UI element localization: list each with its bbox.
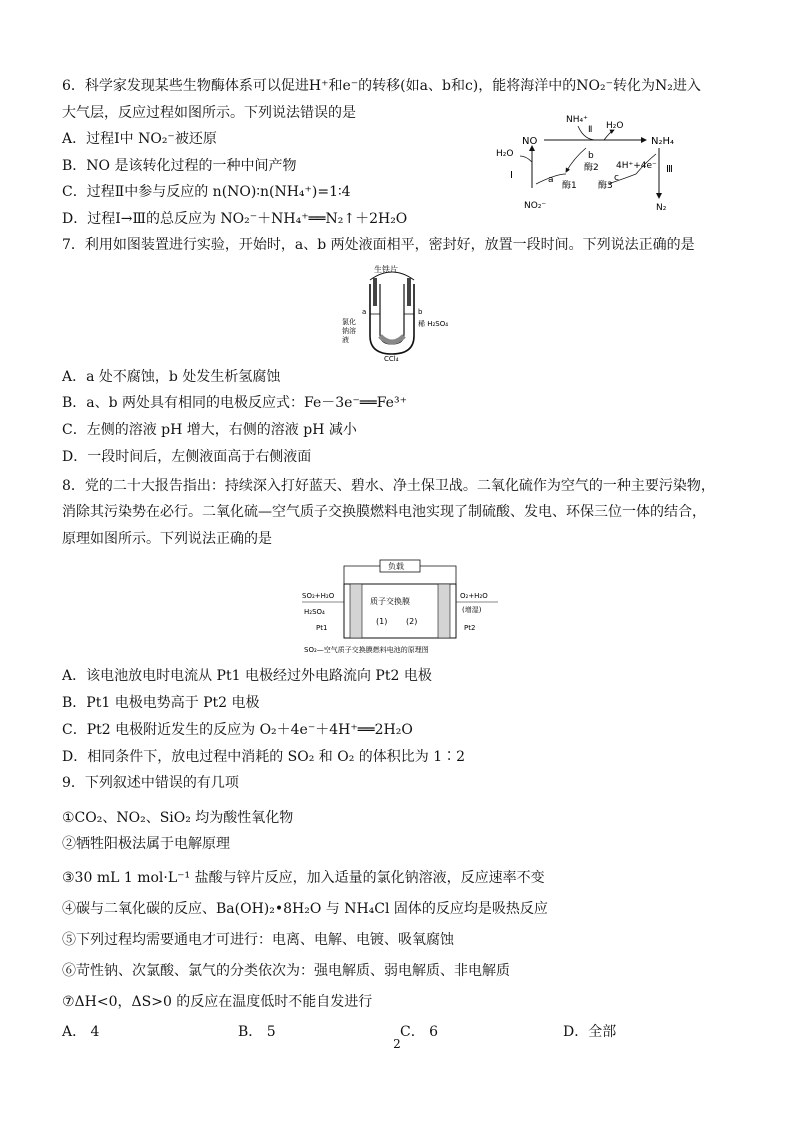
fig8-wire-left — [344, 566, 380, 584]
q7-stem: 7．利用如图装置进行实验，开始时，a、b 两处液面相平，密封好，放置一段时间。下列说法正确的是 — [62, 237, 695, 253]
fig8-part1: (1) — [376, 617, 388, 626]
page-number: 2 — [393, 1037, 401, 1051]
fig6-c: c — [614, 173, 619, 183]
q7-u-tube-diagram — [340, 262, 460, 362]
fig6-enzyme1: 酶1 — [562, 181, 577, 191]
fig8-right-note: (增湿) — [462, 606, 482, 614]
q8-stem-line1: 8．党的二十大报告指出：持续深入打好蓝天、碧水、净土保卫战。二氧化硫作为空气的一种主要污染物， — [62, 478, 715, 494]
fig6-arrow-h2o — [604, 130, 614, 140]
fig8-pt2-electrode — [438, 584, 450, 638]
fig6-b: b — [588, 151, 594, 161]
q6-stem-line1: 6．科学家发现某些生物酶体系可以促进H⁺和e⁻的转移(如a、b和c)，能将海洋中的NO₂⁻转化为N₂进入 — [62, 78, 701, 94]
fig7-iron-left — [373, 278, 377, 306]
q9-item-3: ③30 mL 1 mol·L⁻¹ 盐酸与锌片反应，加入适量的氯化钠溶液，反应速率不变 — [62, 870, 545, 886]
fig8-part2: (2) — [406, 617, 418, 626]
q6-stem-line2: 大气层，反应过程如图所示。下列说法错误的是 — [62, 105, 356, 121]
fig6-n2h4: N₂H₄ — [651, 136, 675, 147]
fig8-caption: SO₂—空气质子交换膜燃料电池的原理图 — [304, 646, 429, 654]
fig8-pt2: Pt2 — [464, 624, 476, 632]
fig6-arc-c — [608, 174, 636, 184]
q9-option-d: D．全部 — [563, 1024, 617, 1040]
q7-option-c: C．左侧的溶液 pH 增大，右侧的溶液 pH 减小 — [62, 422, 357, 438]
fig6-arrow-b — [566, 148, 586, 172]
q7-option-d: D．一段时间后，左侧液面高于右侧液面 — [62, 449, 312, 465]
fig8-wire-right — [420, 566, 456, 584]
q7-option-b: B．a、b 两处具有相同的电极反应式：Fe－3e⁻══Fe³⁺ — [62, 395, 407, 411]
q8-option-c: C．Pt2 电极附近发生的反应为 O₂＋4e⁻＋4H⁺══2H₂O — [62, 722, 413, 738]
q9-option-a: A． 4 — [62, 1024, 100, 1040]
fig6-enzyme2: 酶2 — [584, 163, 599, 173]
fig6-no: NO — [522, 136, 538, 147]
q8-fuel-cell-diagram — [300, 554, 500, 660]
fig8-right-in: O₂+H₂O — [460, 592, 488, 600]
q8-option-b: B．Pt1 电极电势高于 Pt2 电极 — [62, 695, 260, 711]
fig6-h2o-top: H₂O — [606, 121, 624, 131]
q8-option-a: A．该电池放电时电流从 Pt1 电极经过外电路流向 Pt2 电极 — [62, 668, 432, 684]
fig7-iron-right — [407, 278, 411, 306]
fig6-arrow-nh4 — [578, 126, 596, 140]
q6-option-d: D．过程Ⅰ→Ⅲ的总反应为 NO₂⁻＋NH₄⁺══N₂↑＋2H₂O — [62, 211, 408, 227]
fig6-no2: NO₂⁻ — [524, 201, 547, 211]
q9-item-7: ⑦ΔH<0，ΔS>0 的反应在温度低时不能自发进行 — [62, 994, 373, 1010]
fig8-pt1-electrode — [350, 584, 362, 638]
fig6-roman3: Ⅲ — [666, 164, 673, 175]
q8-stem-line2: 消除其污染势在必行。二氧化硫—空气质子交换膜燃料电池实现了制硫酸、发电、环保三位一体的结合， — [62, 504, 706, 520]
q9-item-6: ⑥苛性钠、次氯酸、氯气的分类依次为：强电解质、弱电解质、非电解质 — [62, 963, 510, 979]
fig6-nh4: NH₄⁺ — [566, 115, 588, 125]
fig6-reagent: 4H⁺+4e⁻ — [616, 161, 657, 171]
fig7-left3: 液 — [342, 336, 349, 344]
q9-item-2: ②牺牲阳极法属于电解原理 — [62, 836, 230, 852]
fig8-left-out: H₂SO₄ — [304, 608, 325, 616]
fig8-pt1: Pt1 — [316, 624, 328, 632]
fig6-arrow-h2o-left — [520, 156, 532, 162]
fig6-roman1: Ⅰ — [510, 170, 513, 181]
fig6-h2o-left: H₂O — [496, 149, 514, 159]
fig8-load: 负载 — [388, 562, 404, 571]
q6-option-c: C．过程Ⅱ中参与反应的 n(NO)∶n(NH₄⁺)=1∶4 — [62, 184, 351, 200]
fig8-membrane: 质子交换膜 — [370, 597, 410, 606]
fig7-top-label: 生铁片 — [374, 265, 398, 274]
fig6-n2: N₂ — [656, 203, 667, 212]
q9-item-5: ⑤下列过程均需要通电才可进行：电离、电解、电镀、吸氧腐蚀 — [62, 932, 454, 948]
q8-option-d: D．相同条件下，放电过程中消耗的 SO₂ 和 O₂ 的体积比为 1∶2 — [62, 749, 466, 765]
fig6-roman2: Ⅱ — [588, 125, 593, 135]
q6-option-b: B．NO 是该转化过程的一种中间产物 — [62, 158, 297, 174]
fig7-ccl4-fill — [380, 336, 404, 342]
q8-stem-line3: 原理如图所示。下列说法正确的是 — [62, 531, 272, 547]
fig7-b: b — [418, 308, 423, 316]
fig7-u-tube-inner — [380, 284, 404, 344]
fig6-enzyme3: 酶3 — [598, 181, 613, 191]
q9-option-c: C． 6 — [400, 1024, 439, 1040]
q6-option-a: A．过程Ⅰ中 NO₂⁻被还原 — [62, 131, 217, 147]
fig7-left1: 氯化 — [342, 318, 356, 326]
q7-option-a: A．a 处不腐蚀，b 处发生析氢腐蚀 — [62, 369, 281, 385]
q9-item-1: ①CO₂、NO₂、SiO₂ 均为酸性氧化物 — [62, 810, 294, 826]
fig7-ccl4: CCl₄ — [384, 355, 399, 362]
q9-stem: 9．下列叙述中错误的有几项 — [62, 775, 239, 791]
fig7-a: a — [362, 308, 367, 316]
q9-option-b: B． 5 — [238, 1024, 276, 1040]
fig8-left-in: SO₂+H₂O — [302, 592, 335, 600]
fig7-acid: 稀 H₂SO₄ — [418, 320, 449, 328]
fig6-a: a — [548, 175, 554, 185]
q6-reaction-diagram — [496, 112, 696, 212]
q9-item-4: ④碳与二氧化碳的反应、Ba(OH)₂•8H₂O 与 NH₄Cl 固体的反应均是吸热反应 — [62, 901, 548, 917]
fig7-left2: 钠溶 — [342, 327, 356, 335]
